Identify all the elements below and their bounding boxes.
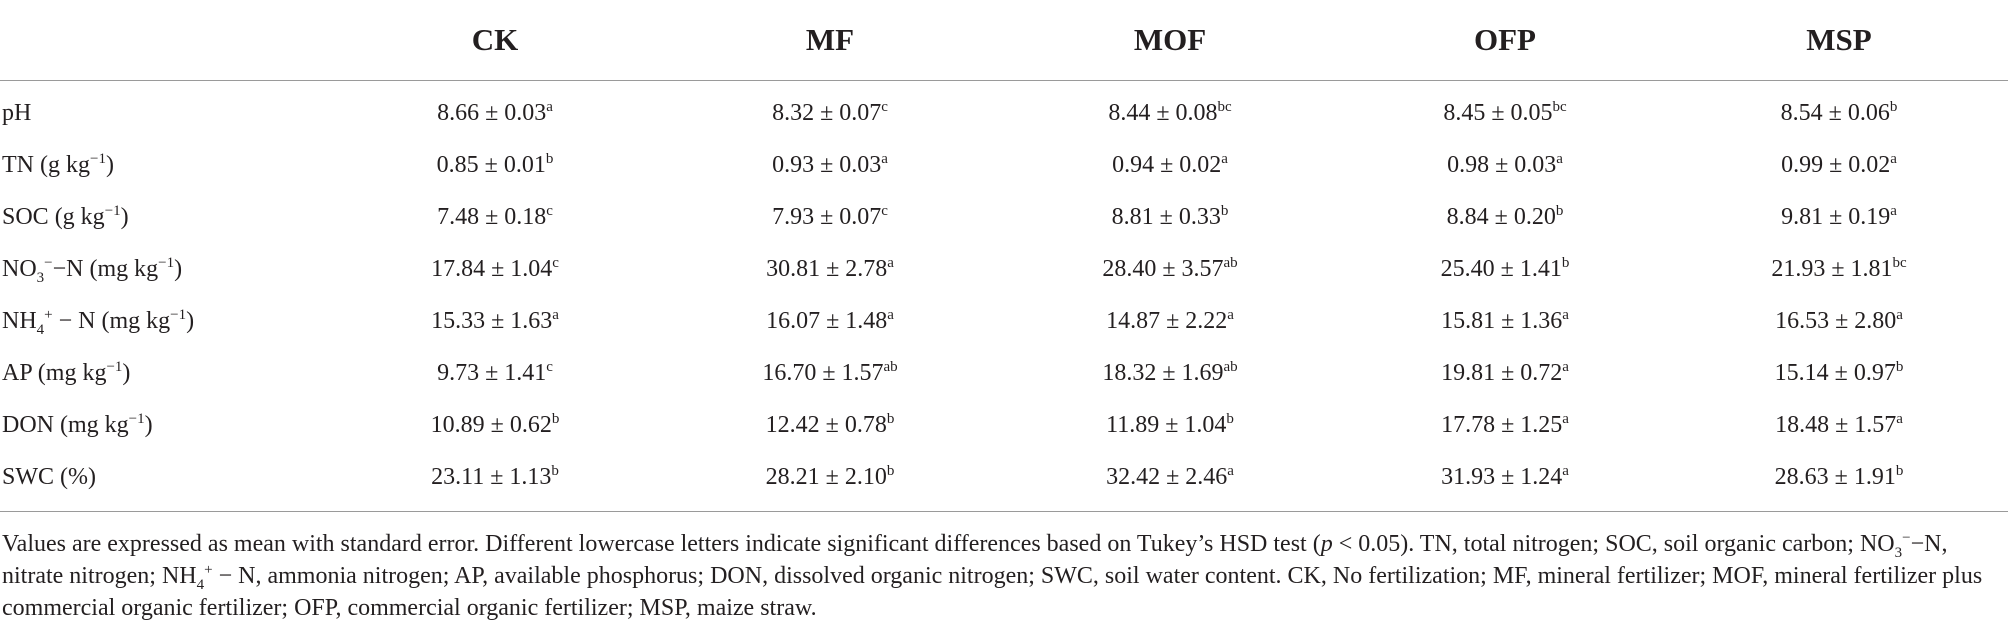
significance-letter: b xyxy=(551,462,559,479)
table-cell xyxy=(1340,295,1670,347)
footnote-sub: 3 xyxy=(1894,544,1903,561)
footnote-text-1: Values are expressed as mean with standard error. Different lowercase letters indicate significant differences based on Tukey’s HSD test ( xyxy=(2,531,1321,557)
significance-letter: b xyxy=(886,410,895,427)
significance-letter: a xyxy=(552,306,559,323)
table-cell xyxy=(1340,347,1670,399)
cell-value: 0.98 ± 0.03 xyxy=(1447,151,1557,178)
table-cell xyxy=(1000,295,1340,347)
table-row xyxy=(0,139,2008,191)
significance-letter: a xyxy=(546,98,553,115)
table-row xyxy=(0,243,2008,295)
row-label-part: DON (mg kg xyxy=(2,411,129,438)
row-label-part: TN (g kg xyxy=(2,151,90,178)
row-label-part: −1 xyxy=(158,254,175,271)
row-label xyxy=(0,243,330,295)
row-label-part: ) xyxy=(120,203,129,230)
footnote-sup: + xyxy=(204,562,213,578)
cell-value: 10.89 ± 0.62 xyxy=(430,411,552,438)
significance-letter: b xyxy=(1895,358,1904,375)
row-label-part: SOC (g kg xyxy=(2,203,105,230)
significance-letter: c xyxy=(881,202,888,219)
cell-value: 16.53 ± 2.80 xyxy=(1775,307,1897,334)
table-cell xyxy=(1340,399,1670,451)
row-label-part: + xyxy=(44,306,53,323)
row-label-part: −1 xyxy=(106,358,123,375)
significance-letter: b xyxy=(545,150,554,167)
footnote-p-symbol: p xyxy=(1320,531,1333,557)
table-cell xyxy=(660,399,1000,451)
col-header-mof: MOF xyxy=(1000,0,1340,81)
cell-value: 7.93 ± 0.07 xyxy=(772,203,882,230)
row-label-part: 3 xyxy=(36,269,45,286)
significance-letter: a xyxy=(1562,462,1569,479)
significance-letter: c xyxy=(546,202,553,219)
cell-value: 0.85 ± 0.01 xyxy=(436,151,546,178)
col-header-ck: CK xyxy=(330,0,660,81)
cell-value: 19.81 ± 0.72 xyxy=(1441,359,1563,386)
row-label-part: − xyxy=(44,254,53,271)
significance-letter: b xyxy=(1895,462,1904,479)
significance-letter: b xyxy=(1555,202,1564,219)
table-row xyxy=(0,399,2008,451)
row-label-part: 4 xyxy=(36,321,45,338)
cell-value: 23.11 ± 1.13 xyxy=(431,463,552,490)
table-cell xyxy=(660,139,1000,191)
cell-value: 30.81 ± 2.78 xyxy=(766,255,888,282)
cell-value: 14.87 ± 2.22 xyxy=(1106,307,1228,334)
table-cell xyxy=(1340,81,1670,140)
table-cell xyxy=(1670,139,2008,191)
significance-letter: a xyxy=(1221,150,1228,167)
cell-value: 21.93 ± 1.81 xyxy=(1771,255,1893,282)
table-cell xyxy=(1670,399,2008,451)
significance-letter: a xyxy=(1227,462,1234,479)
table-cell xyxy=(330,191,660,243)
significance-letter: bc xyxy=(1217,98,1232,115)
significance-letter: a xyxy=(887,254,894,271)
significance-letter: a xyxy=(1562,306,1569,323)
significance-letter: a xyxy=(1890,150,1897,167)
table-cell xyxy=(1670,191,2008,243)
table-cell xyxy=(1670,81,2008,140)
cell-value: 32.42 ± 2.46 xyxy=(1106,463,1228,490)
table-cell xyxy=(330,347,660,399)
significance-letter: a xyxy=(887,306,894,323)
cell-value: 15.33 ± 1.63 xyxy=(431,307,553,334)
row-label xyxy=(0,139,330,191)
significance-letter: b xyxy=(1220,202,1229,219)
significance-letter: ab xyxy=(883,358,898,375)
cell-value: 9.81 ± 0.19 xyxy=(1781,203,1891,230)
table-row xyxy=(0,295,2008,347)
significance-letter: a xyxy=(1896,410,1903,427)
significance-letter: a xyxy=(1896,306,1903,323)
table-cell xyxy=(1000,243,1340,295)
cell-value: 15.14 ± 0.97 xyxy=(1774,359,1896,386)
table-cell xyxy=(660,81,1000,140)
table-body xyxy=(0,81,2008,512)
cell-value: 18.32 ± 1.69 xyxy=(1102,359,1224,386)
table-cell xyxy=(330,243,660,295)
table-cell xyxy=(330,139,660,191)
row-label xyxy=(0,399,330,451)
table-cell xyxy=(330,451,660,512)
table-cell xyxy=(1000,399,1340,451)
table-cell xyxy=(660,451,1000,512)
cell-value: 17.78 ± 1.25 xyxy=(1441,411,1563,438)
row-label-part: −1 xyxy=(89,150,106,167)
table-row xyxy=(0,451,2008,512)
cell-value: 16.70 ± 1.57 xyxy=(762,359,884,386)
cell-value: 8.66 ± 0.03 xyxy=(437,99,547,126)
row-label-part: − N (mg kg xyxy=(52,307,171,334)
row-label-part: −1 xyxy=(128,410,145,427)
col-header-msp: MSP xyxy=(1670,0,2008,81)
cell-value: 8.81 ± 0.33 xyxy=(1111,203,1221,230)
table-cell xyxy=(660,191,1000,243)
cell-value: 25.40 ± 1.41 xyxy=(1440,255,1562,282)
table-cell xyxy=(660,347,1000,399)
cell-value: 11.89 ± 1.04 xyxy=(1106,411,1227,438)
header-row xyxy=(0,0,2008,81)
cell-value: 8.54 ± 0.06 xyxy=(1780,99,1890,126)
significance-letter: ab xyxy=(1223,254,1238,271)
cell-value: 31.93 ± 1.24 xyxy=(1441,463,1563,490)
cell-value: 7.48 ± 0.18 xyxy=(437,203,547,230)
table-row xyxy=(0,81,2008,140)
significance-letter: b xyxy=(1889,98,1898,115)
table-cell xyxy=(1000,139,1340,191)
significance-letter: c xyxy=(546,358,553,375)
table-cell xyxy=(1000,191,1340,243)
cell-value: 16.07 ± 1.48 xyxy=(766,307,888,334)
row-label-part: AP (mg kg xyxy=(2,359,107,386)
table-cell xyxy=(1670,451,2008,512)
footnote-sub: 4 xyxy=(196,576,205,593)
cell-value: 0.93 ± 0.03 xyxy=(772,151,882,178)
footnote-text-4: − N, ammonia nitrogen; AP, available phosphorus; DON, dissolved organic nitrogen; SWC, soil water content. CK, No fertilization; MF, mineral fertilizer; MOF, mineral fertilizer plus commercial organic fertilizer; OFP, commercial organic fertilizer; MSP, maize straw. xyxy=(2,563,1983,621)
table-cell xyxy=(1000,451,1340,512)
cell-value: 0.99 ± 0.02 xyxy=(1781,151,1891,178)
col-header-ofp: OFP xyxy=(1340,0,1670,81)
table-cell xyxy=(1670,243,2008,295)
table-cell xyxy=(330,399,660,451)
cell-value: 8.44 ± 0.08 xyxy=(1108,99,1218,126)
row-label xyxy=(0,295,330,347)
significance-letter: bc xyxy=(1552,98,1567,115)
table-cell xyxy=(1340,451,1670,512)
row-label-part: ) xyxy=(144,411,153,438)
significance-letter: a xyxy=(1890,202,1897,219)
significance-letter: b xyxy=(551,410,560,427)
cell-value: 0.94 ± 0.02 xyxy=(1112,151,1222,178)
row-label xyxy=(0,81,330,140)
cell-value: 28.63 ± 1.91 xyxy=(1774,463,1896,490)
footnote-text-3: −N, nitrate nitrogen; NH xyxy=(2,531,1948,589)
table-footnote xyxy=(2,528,1992,624)
significance-letter: c xyxy=(881,98,888,115)
significance-letter: ab xyxy=(1223,358,1238,375)
cell-value: 8.45 ± 0.05 xyxy=(1443,99,1553,126)
cell-value: 9.73 ± 1.41 xyxy=(437,359,547,386)
table-cell xyxy=(1340,243,1670,295)
table-cell xyxy=(1000,81,1340,140)
table-cell xyxy=(1000,347,1340,399)
cell-value: 28.21 ± 2.10 xyxy=(765,463,887,490)
row-label-part: −1 xyxy=(104,202,121,219)
row-label xyxy=(0,451,330,512)
row-label-part: −N (mg kg xyxy=(52,255,159,282)
footnote-text-2: < 0.05). TN, total nitrogen; SOC, soil organic carbon; NO xyxy=(1332,531,1895,557)
cell-value: 8.32 ± 0.07 xyxy=(772,99,882,126)
row-label-part: NO xyxy=(2,255,37,282)
significance-letter: c xyxy=(552,254,559,271)
row-label-part: ) xyxy=(122,359,131,386)
col-header-mf: MF xyxy=(660,0,1000,81)
table-cell xyxy=(330,295,660,347)
row-label xyxy=(0,191,330,243)
table-cell xyxy=(1340,139,1670,191)
significance-letter: a xyxy=(1227,306,1234,323)
significance-letter: a xyxy=(881,150,888,167)
table-row xyxy=(0,347,2008,399)
significance-letter: bc xyxy=(1892,254,1907,271)
significance-letter: b xyxy=(1226,410,1234,427)
table-cell xyxy=(330,81,660,140)
cell-value: 12.42 ± 0.78 xyxy=(765,411,887,438)
significance-letter: a xyxy=(1562,358,1569,375)
cell-value: 18.48 ± 1.57 xyxy=(1775,411,1897,438)
row-label-part: SWC (%) xyxy=(2,463,96,490)
row-label-part: pH xyxy=(2,99,32,126)
table-cell xyxy=(660,295,1000,347)
table-cell xyxy=(1670,347,2008,399)
footnote-sup: − xyxy=(1902,530,1911,546)
table-cell xyxy=(1670,295,2008,347)
cell-value: 28.40 ± 3.57 xyxy=(1102,255,1224,282)
row-label-part: ) xyxy=(186,307,195,334)
row-label-part: ) xyxy=(105,151,114,178)
row-label-part: −1 xyxy=(170,306,187,323)
row-label-part: ) xyxy=(174,255,183,282)
cell-value: 8.84 ± 0.20 xyxy=(1446,203,1556,230)
table-cell xyxy=(1340,191,1670,243)
significance-letter: a xyxy=(1556,150,1563,167)
cell-value: 15.81 ± 1.36 xyxy=(1441,307,1563,334)
row-label xyxy=(0,347,330,399)
significance-letter: a xyxy=(1562,410,1569,427)
significance-letter: b xyxy=(1561,254,1570,271)
significance-letter: b xyxy=(886,462,895,479)
table-cell xyxy=(660,243,1000,295)
table-row xyxy=(0,191,2008,243)
header-stub xyxy=(0,0,330,81)
row-label-part: NH xyxy=(2,307,37,334)
cell-value: 17.84 ± 1.04 xyxy=(431,255,553,282)
